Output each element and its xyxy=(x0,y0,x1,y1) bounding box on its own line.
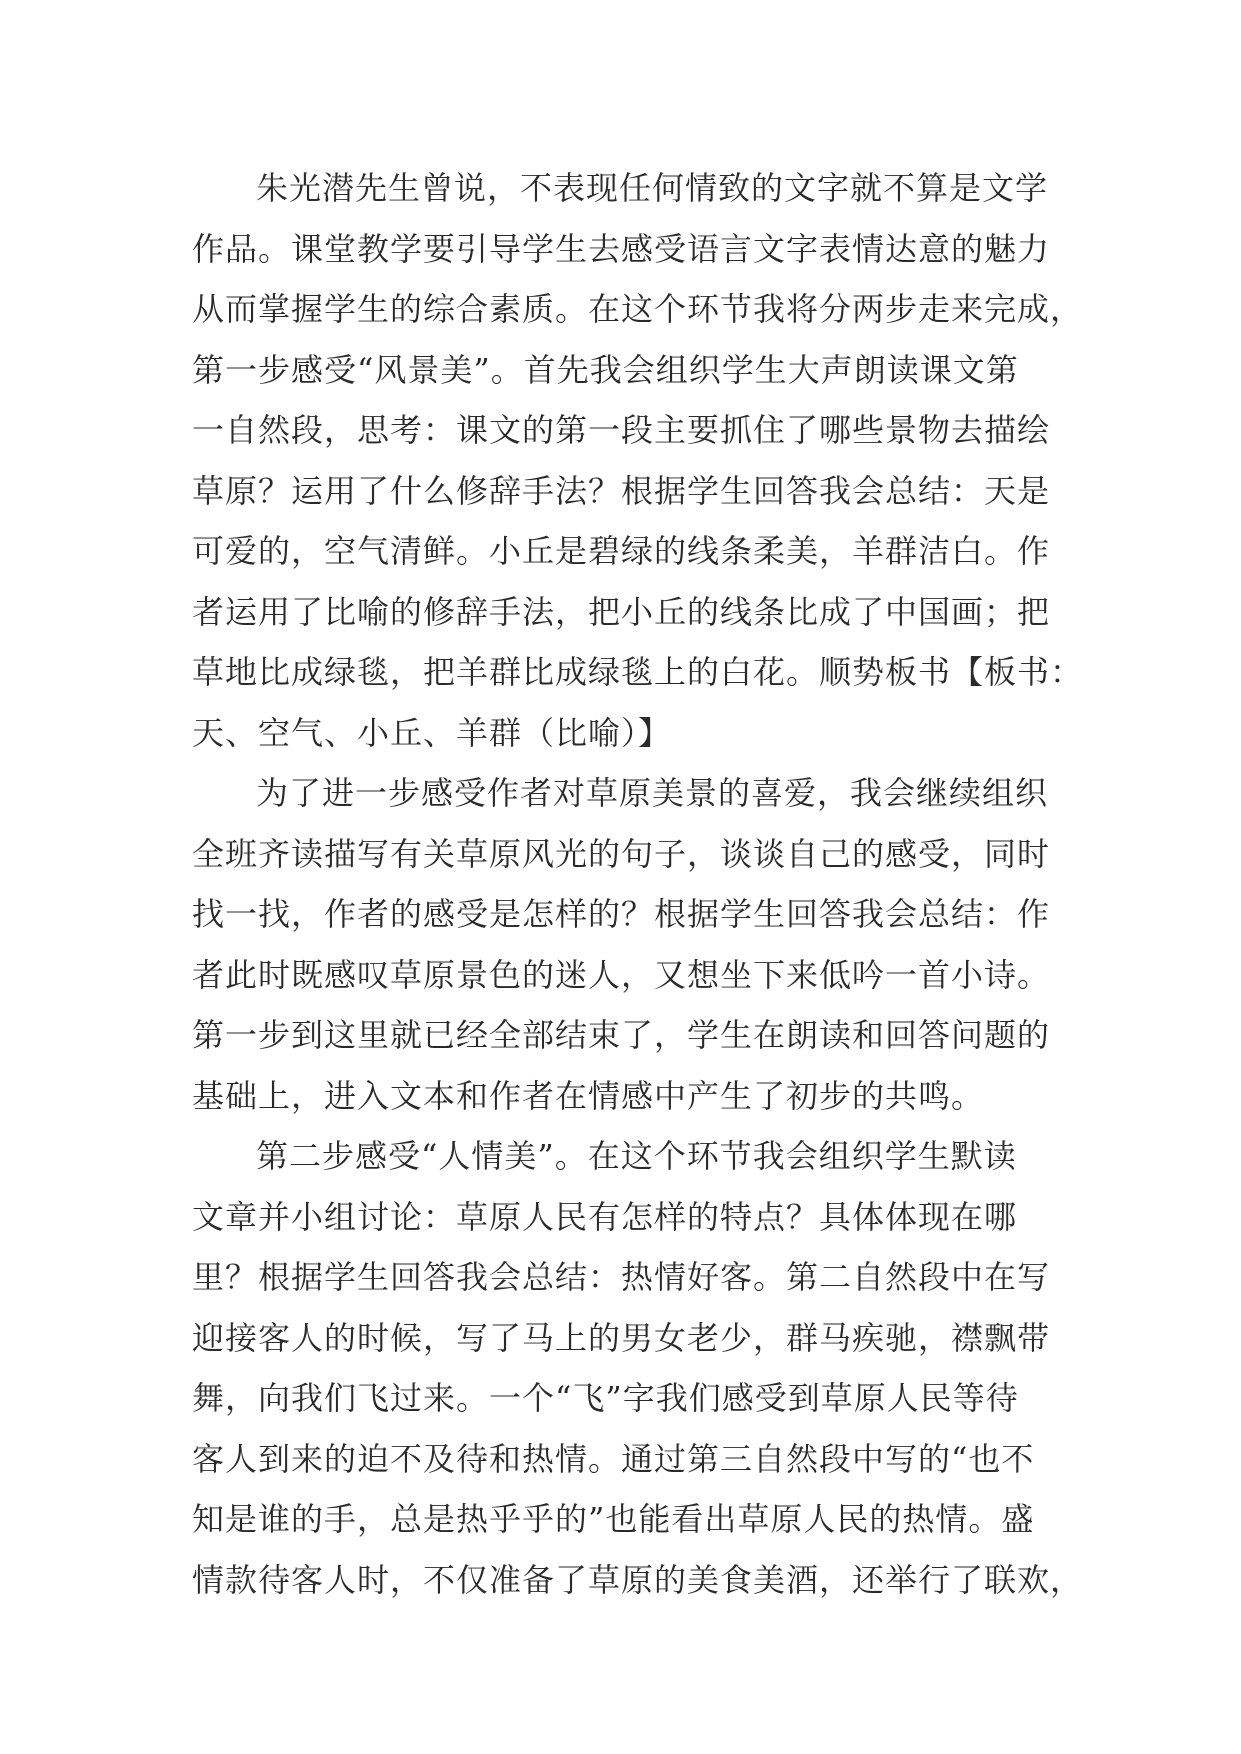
paragraph-1-line-3: 从而掌握学生的综合素质。在这个环节我将分两步走来完成， xyxy=(192,290,1084,328)
paragraph-1-line-7: 可爱的，空气清鲜。小丘是碧绿的线条柔美，羊群洁白。作 xyxy=(192,532,1051,570)
paragraph-1-line-6: 草原？运用了什么修辞手法？根据学生回答我会总结：天是 xyxy=(192,471,1051,510)
paragraph-2-line-3: 找一找，作者的感受是怎样的？根据学生回答我会总结：作 xyxy=(192,895,1051,933)
paragraph-1-line-9: 草地比成绿毯，把羊群比成绿毯上的白花。顺势板书【板书： xyxy=(192,653,1084,691)
paragraph-2-line-1: 为了进一步感受作者对草原美景的喜爱，我会继续组织 xyxy=(256,774,1049,812)
paragraph-3-line-4: 迎接客人的时候，写了马上的男女老少，群马疾驰，襟飘带 xyxy=(192,1318,1051,1357)
paragraph-1-line-8: 者运用了比喻的修辞手法，把小丘的线条比成了中国画；把 xyxy=(192,592,1051,631)
paragraph-3-line-6: 客人到来的迫不及待和热情。通过第三自然段中写的“也不 xyxy=(192,1439,1035,1478)
paragraph-2-line-6: 基础上，进入文本和作者在情感中产生了初步的共鸣。 xyxy=(192,1076,985,1115)
paragraph-3-line-1: 第二步感受“人情美”。在这个环节我会组织学生默读 xyxy=(256,1137,1017,1175)
paragraph-1-line-5: 一自然段，思考：课文的第一段主要抓住了哪些景物去描绘 xyxy=(192,411,1051,449)
paragraph-3-line-8: 情款待客人时，不仅准备了草原的美食美酒，还举行了联欢， xyxy=(192,1560,1084,1599)
paragraph-2-line-4: 者此时既感叹草原景色的迷人，又想坐下来低吟一首小诗。 xyxy=(192,955,1051,994)
paragraph-3-line-2: 文章并小组讨论：草原人民有怎样的特点？具体体现在哪 xyxy=(192,1197,1018,1236)
paragraph-2-line-2: 全班齐读描写有关草原风光的句子，谈谈自己的感受，同时 xyxy=(192,834,1051,873)
paragraph-3-line-5: 舞，向我们飞过来。一个“飞”字我们感受到草原人民等待 xyxy=(192,1379,1019,1417)
paragraph-1-line-2: 作品。课堂教学要引导学生去感受语言文字表情达意的魅力 xyxy=(192,229,1051,268)
paragraph-3-line-3: 里？根据学生回答我会总结：热情好客。第二自然段中在写 xyxy=(192,1258,1051,1296)
document-body xyxy=(192,158,1092,1610)
paragraph-1-line-1: 朱光潜先生曾说，不表现任何情致的文字就不算是文学 xyxy=(256,169,1049,207)
paragraph-1-line-4: 第一步感受“风景美”。首先我会组织学生大声朗读课文第 xyxy=(192,350,1019,389)
paragraph-3-line-7: 知是谁的手，总是热乎乎的”也能看出草原人民的热情。盛 xyxy=(192,1500,1035,1538)
paragraph-1-line-10: 天、空气、小丘、羊群（比喻）】 xyxy=(192,713,672,752)
paragraph-2-line-5: 第一步到这里就已经全部结束了，学生在朗读和回答问题的 xyxy=(192,1016,1051,1054)
